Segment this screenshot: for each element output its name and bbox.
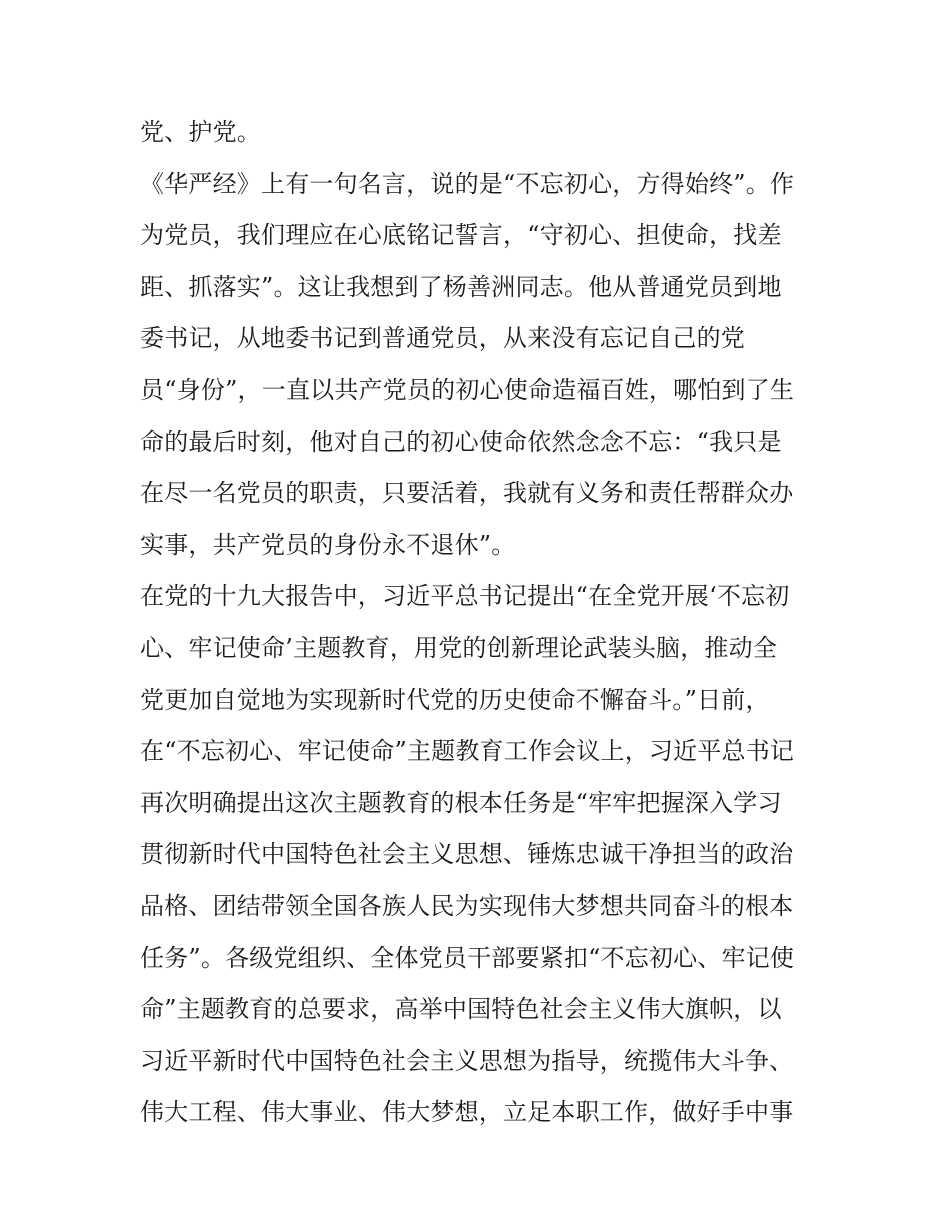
text-line: 命的最后时刻，他对自己的初心使命依然念念不忘：“我只是 [140,427,782,456]
text-line: 党、护党。 [140,118,261,146]
text-line: 距、抓落实”。这让我想到了杨善洲同志。他从普通党员到地 [140,272,782,301]
text-line: 贯彻新时代中国特色社会主义思想、锤炼忠诚干净担当的政治 [140,840,794,869]
text-line: 员“身份”，一直以共产党员的初心使命造福百姓，哪怕到了生 [140,375,795,404]
document-body [140,107,820,1139]
text-line: 命”主题教育的总要求，高举中国特色社会主义伟大旗帜，以 [140,995,782,1024]
text-line: 伟大工程、伟大事业、伟大梦想，立足本职工作，做好手中事 [140,1098,794,1127]
text-line: 在“不忘初心、牢记使命”主题教育工作会议上，习近平总书记 [140,737,795,766]
text-line: 习近平新时代中国特色社会主义思想为指导，统揽伟大斗争、 [140,1046,794,1075]
text-line: 任务”。各级党组织、全体党员干部要紧扣“不忘初心、牢记使 [140,943,795,972]
text-line: 《华严经》上有一句名言，说的是“不忘初心，方得始终”。作 [140,169,795,198]
text-line: 党更加自觉地为实现新时代党的历史使命不懈奋斗。”日前， [140,685,770,714]
text-line: 心、牢记使命’主题教育，用党的创新理论武装头脑，推动全 [140,633,778,662]
text-line: 实事，共产党员的身份永不退休”。 [140,530,516,559]
text-line: 为党员，我们理应在心底铭记誓言，“守初心、担使命，找差 [140,221,782,250]
text-line: 在党的十九大报告中，习近平总书记提出“在全党开展‘不忘初 [140,582,790,611]
text-line: 在尽一名党员的职责，只要活着，我就有义务和责任帮群众办 [140,479,794,508]
text-line: 委书记，从地委书记到普通党员，从来没有忘记自己的党 [140,324,745,353]
text-line: 再次明确提出这次主题教育的根本任务是“牢牢把握深入学习 [140,788,782,817]
text-line: 品格、团结带领全国各族人民为实现伟大梦想共同奋斗的根本 [140,891,794,920]
